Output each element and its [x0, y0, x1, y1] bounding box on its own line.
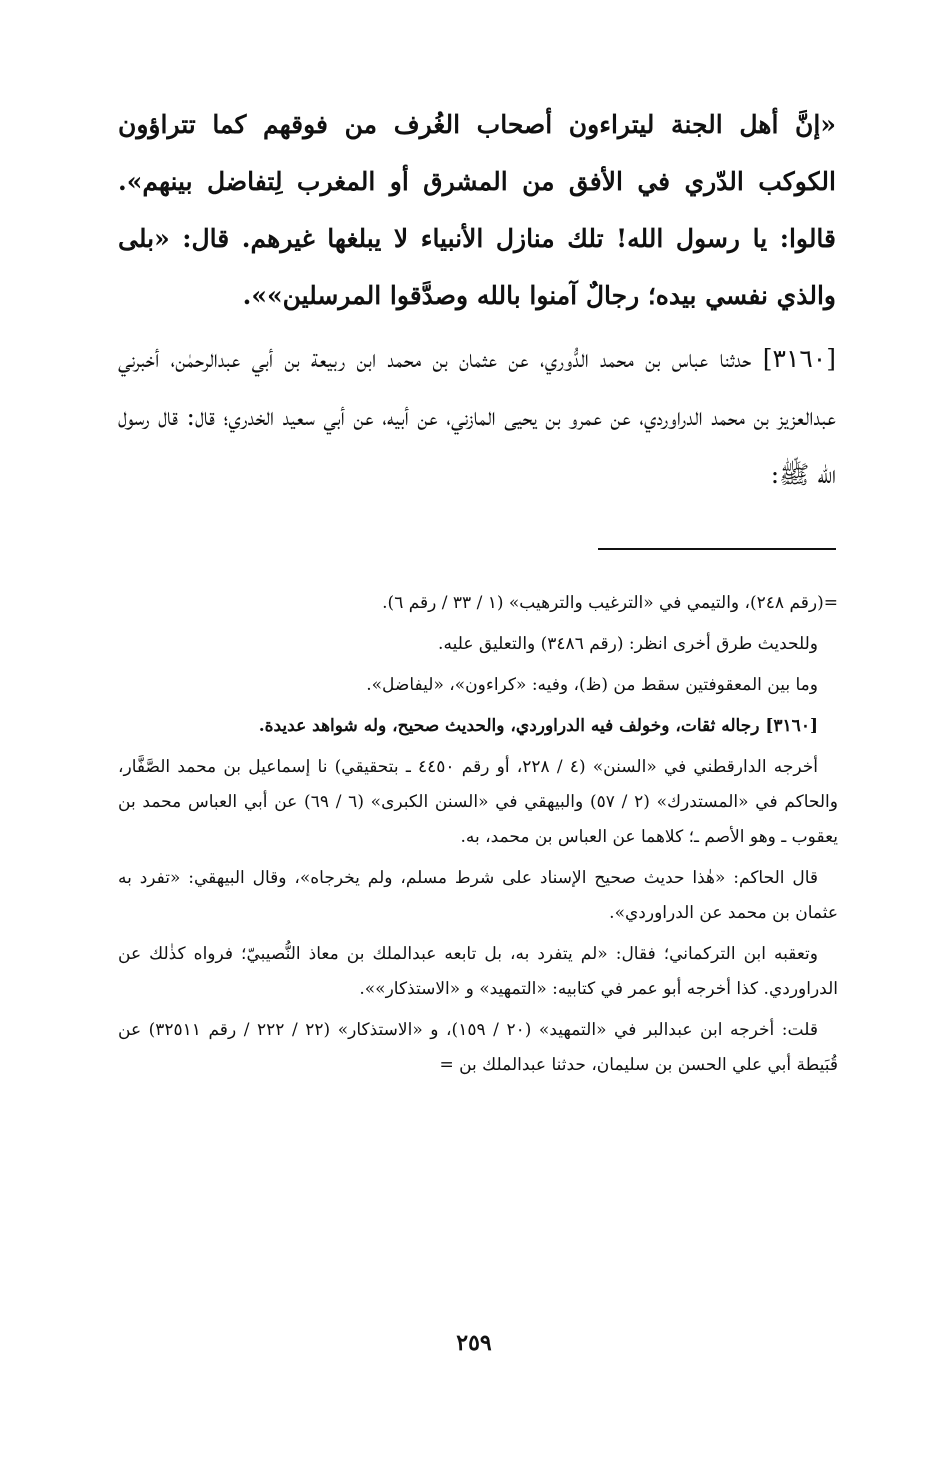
- hadith-chain-of-narration: [٣١٦٠] حدثنا عباس بن محمد الدُّوري، عن عثمان بن محمد ابن ربيعة بن أبي عبدالرحمٰن، أخبرني عبدالعزيز بن محمد الدراوردي، عن عمرو بن يحيى المازني، عن أبيه، عن أبي سعيد الخدري؛ قال: قال رسول الله ﷺ:: [118, 344, 836, 489]
- footnote-paragraph: أخرجه الدارقطني في «السنن» (٤ / ٢٢٨، أو رقم ٤٤٥٠ ـ بتحقيقي) نا إسماعيل بن محمد الصَّفَّار، والحاكم في «المستدرك» (٢ / ٥٧) والبيهقي في «السنن الكبرى» (٦ / ٦٩) عن أبي العباس محمد بن يعقوب ـ وهو الأصم ـ؛ كلاهما عن العباس بن محمد، به.: [118, 757, 838, 847]
- page-number: ٢٥٩: [456, 1330, 492, 1356]
- footnote-line: وللحديث طرق أخرى انظر: (رقم ٣٤٨٦) والتعليق عليه.: [438, 634, 818, 654]
- footnote-grading: [٣١٦٠] رجاله ثقات، وخولف فيه الدراوردي، والحديث صحيح، وله شواهد عديدة.: [258, 716, 818, 736]
- footnotes-section: [118, 586, 838, 1089]
- footnote-paragraph: قال الحاكم: «هٰذا حديث صحيح الإسناد على شرط مسلم، ولم يخرجاه»، وقال البيهقي: «تفرد به عثمان بن محمد عن الدراوردي».: [118, 868, 838, 923]
- footnote-divider: [598, 548, 836, 550]
- footnote-line: =(رقم ٢٤٨)، والتيمي في «الترغيب والترهيب» (١ / ٣٣ / رقم ٦).: [382, 593, 838, 613]
- footnote-line: وما بين المعقوفتين سقط من (ظ)، وفيه: «كراءون»، «ليفاضل».: [366, 675, 818, 695]
- footnote-paragraph: وتعقبه ابن التركماني؛ فقال: «لم يتفرد به، بل تابعه عبدالملك بن معاذ النُّصيبيّ؛ فرواه كذٰلك عن الدراوردي. كذا أخرجه أبو عمر في كتابيه: «التمهيد» و «الاستذكار»».: [118, 944, 838, 999]
- footnote-paragraph: قلت: أخرجه ابن عبدالبر في «التمهيد» (٢٠ / ١٥٩)، و «الاستذكار» (٢٢ / ٢٢٢ / رقم ٣٢٥١١) عن قُبَيطة أبي علي الحسن بن سليمان، حدثنا عبدالملك بن =: [118, 1020, 838, 1075]
- hadith-text: «إنَّ أهل الجنة ليتراءون أصحاب الغُرف من فوقهم كما تتراؤون الكوكب الدّري في الأفق من المشرق أو المغرب لِتفاضل بينهم». قالوا: يا رسول الله! تلك منازل الأنبياء لا يبلغها غيرهم. قال: «بلى والذي نفسي بيده؛ رجالٌ آمنوا بالله وصدَّقوا المرسلين»».: [118, 110, 836, 310]
